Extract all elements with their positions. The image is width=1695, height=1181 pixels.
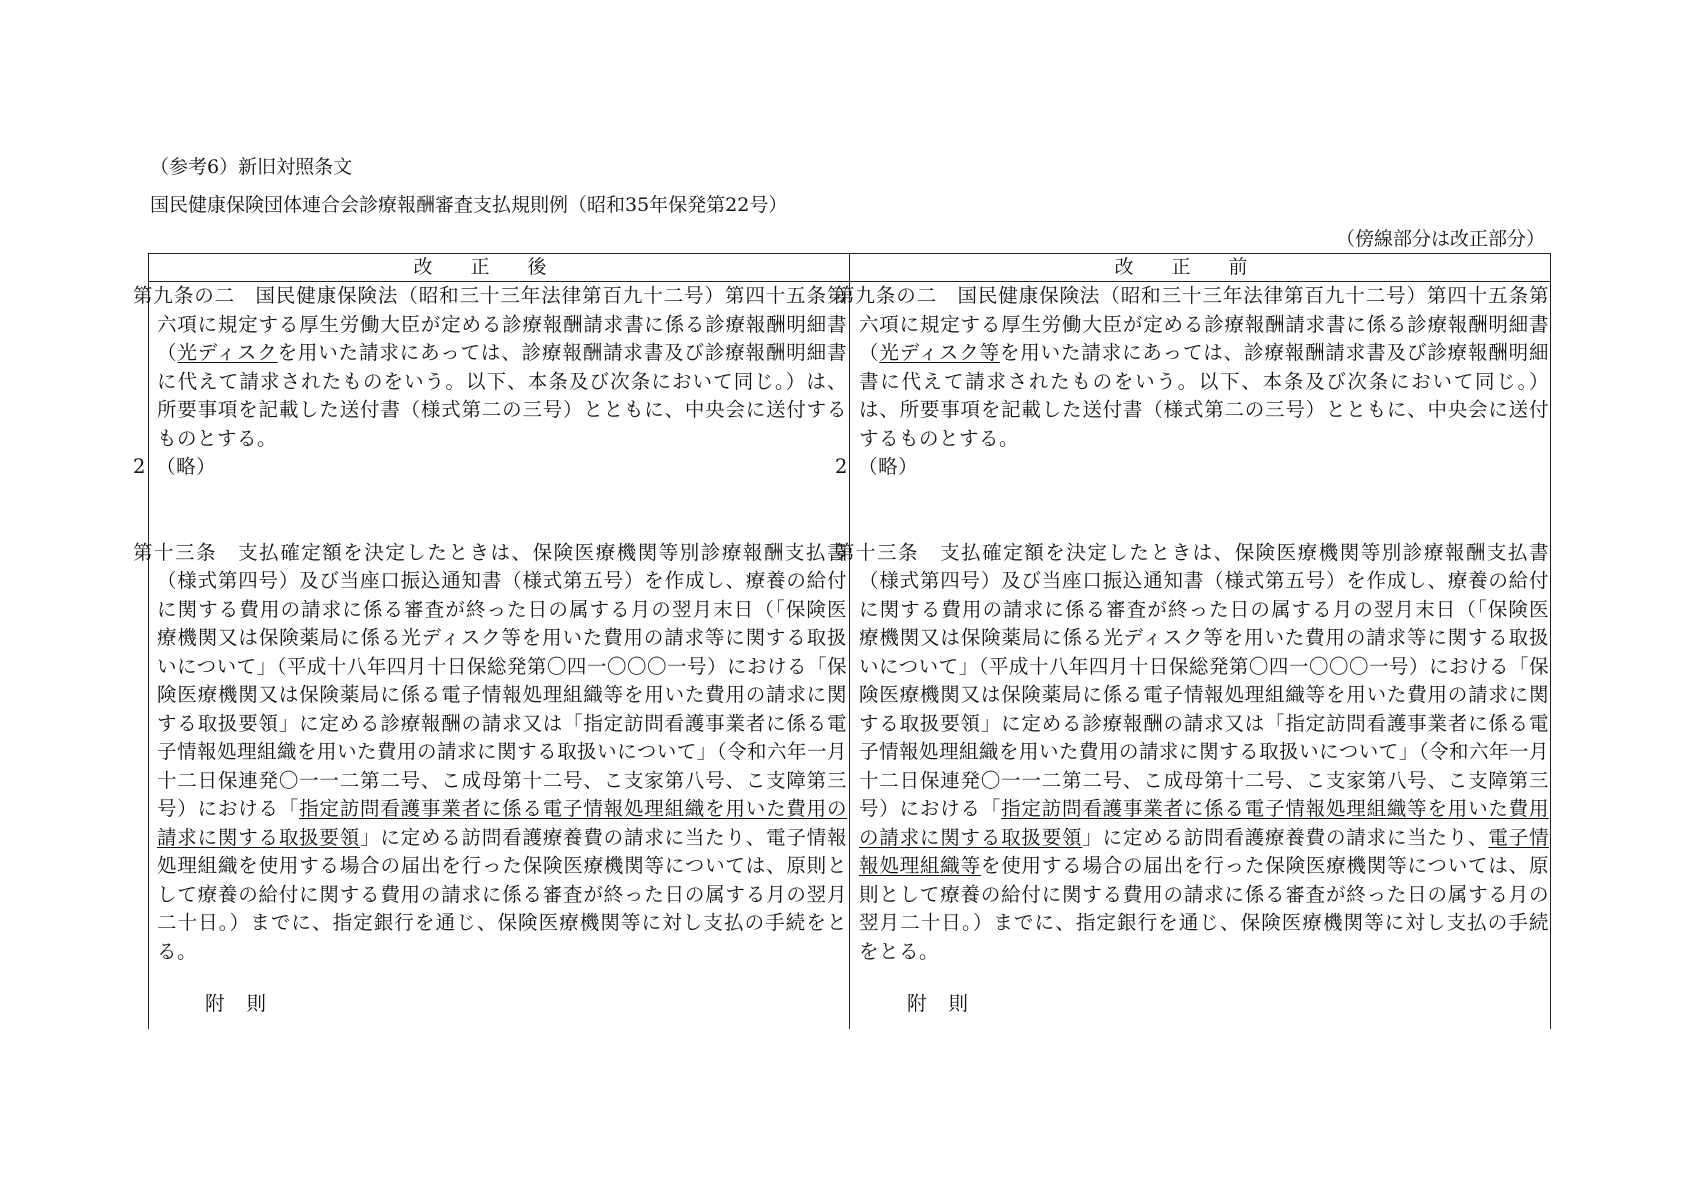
comparison-table: [133, 253, 1551, 1029]
article-13-text: 第十三条 支払確定額を決定したときは、保険医療機関等別診療報酬支払書（様式第四号）及び当座口振込通知書（様式第五号）を作成し、療養の給付に関する費用の請求に係る審査が終った日の属する月の翌月末日（「保険医療機関又は保険薬局に係る光ディスク等を用いた費用の請求等に関する取扱いについて」（平成十八年四月十日保総発第〇四一〇〇〇一号）における「保険医療機関又は保険薬局に係る電子情報処理組織等を用いた費用の請求に関する取扱要領」に定める診療報酬の請求又は「指定訪問看護事業者に係る電子情報処理組織を用いた費用の請求に関する取扱いについて」（令和六年一月十二日保連発〇一一二第二号、こ成母第十二号、こ支家第八号、こ支障第三号）における「: [835, 540, 1549, 820]
amended-text: 光ディスク: [177, 341, 278, 364]
amended-text: 光ディスク等: [879, 341, 1000, 364]
reference-title: （参考6）新旧対照条文: [150, 156, 353, 178]
supplementary-provisions-before: 附則: [907, 992, 991, 1015]
article-9-2-para-2-before: 2 （略）: [835, 455, 919, 478]
after-column: [133, 282, 847, 1019]
amended-text: 電子情報処理組織等: [859, 825, 1549, 877]
article-9-2-after: [133, 282, 847, 453]
article-13-after: [133, 539, 847, 967]
law-title: 国民健康保険団体連合会診療報酬審査支払規則例（昭和35年保発第22号）: [150, 194, 788, 216]
article-9-2-text: 第九条の二 国民健康保険法（昭和三十三年法律第百九十二号）第四十五条第六項に規定する厚生労働大臣が定める診療報酬請求書に係る診療報酬明細書（: [133, 284, 847, 364]
before-column: [835, 282, 1549, 1019]
supplementary-provisions-after: 附則: [205, 992, 289, 1015]
column-header-after: 改正後: [149, 254, 849, 282]
article-13-text: 第十三条 支払確定額を決定したときは、保険医療機関等別診療報酬支払書（様式第四号）及び当座口振込通知書（様式第五号）を作成し、療養の給付に関する費用の請求に係る審査が終った日の属する月の翌月末日（「保険医療機関又は保険薬局に係る光ディスク等を用いた費用の請求等に関する取扱いについて」（平成十八年四月十日保総発第〇四一〇〇〇一号）における「保険医療機関又は保険薬局に係る電子情報処理組織等を用いた費用の請求に関する取扱要領」に定める診療報酬の請求又は「指定訪問看護事業者に係る電子情報処理組織を用いた費用の請求に関する取扱いについて」（令和六年一月十二日保連発〇一一二第二号、こ成母第十二号、こ支家第八号、こ支障第三号）における「: [133, 540, 847, 820]
amended-text: 指定訪問看護事業者に係る電子情報処理組織を用いた費用の請求に関する取扱要領: [157, 797, 847, 849]
article-9-2-para-2-after: 2 （略）: [133, 455, 217, 478]
column-divider: [849, 254, 850, 1029]
article-9-2-text: を用いた請求にあっては、診療報酬請求書及び診療報酬明細書に代えて請求されたものをいう。以下、本条及び次条において同じ。）は、所要事項を記載した送付書（様式第二の三号）とともに、中央会に送付するものとする。: [859, 341, 1549, 450]
column-header-before: 改正前: [850, 254, 1550, 282]
underline-note: （傍線部分は改正部分）: [1335, 228, 1545, 250]
article-9-2-before: [835, 282, 1549, 453]
amended-text: 指定訪問看護事業者に係る電子情報処理組織等を用いた費用の請求に関する取扱要領: [859, 797, 1549, 849]
article-13-text: を使用する場合の届出を行った保険医療機関等については、原則として療養の給付に関する費用の請求に係る審査が終った日の属する月の翌月二十日。）までに、指定銀行を通じ、保険医療機関等に対し支払の手続をとる。: [859, 854, 1549, 963]
article-9-2-text: 第九条の二 国民健康保険法（昭和三十三年法律第百九十二号）第四十五条第六項に規定する厚生労働大臣が定める診療報酬請求書に係る診療報酬明細書（: [835, 284, 1549, 364]
article-9-2-text: を用いた請求にあっては、診療報酬請求書及び診療報酬明細書に代えて請求されたものをいう。以下、本条及び次条において同じ。）は、所要事項を記載した送付書（様式第二の三号）とともに、中央会に送付するものとする。: [157, 341, 847, 450]
article-13-text: 」に定める訪問看護療養費の請求に当たり、電子情報処理組織を使用する場合の届出を行った保険医療機関等については、原則として療養の給付に関する費用の請求に係る審査が終った日の属する月の翌月二十日。）までに、指定銀行を通じ、保険医療機関等に対し支払の手続をとる。: [157, 825, 847, 963]
article-13-before: [835, 539, 1549, 967]
article-13-text: 」に定める訪問看護療養費の請求に当たり、: [1082, 825, 1489, 849]
